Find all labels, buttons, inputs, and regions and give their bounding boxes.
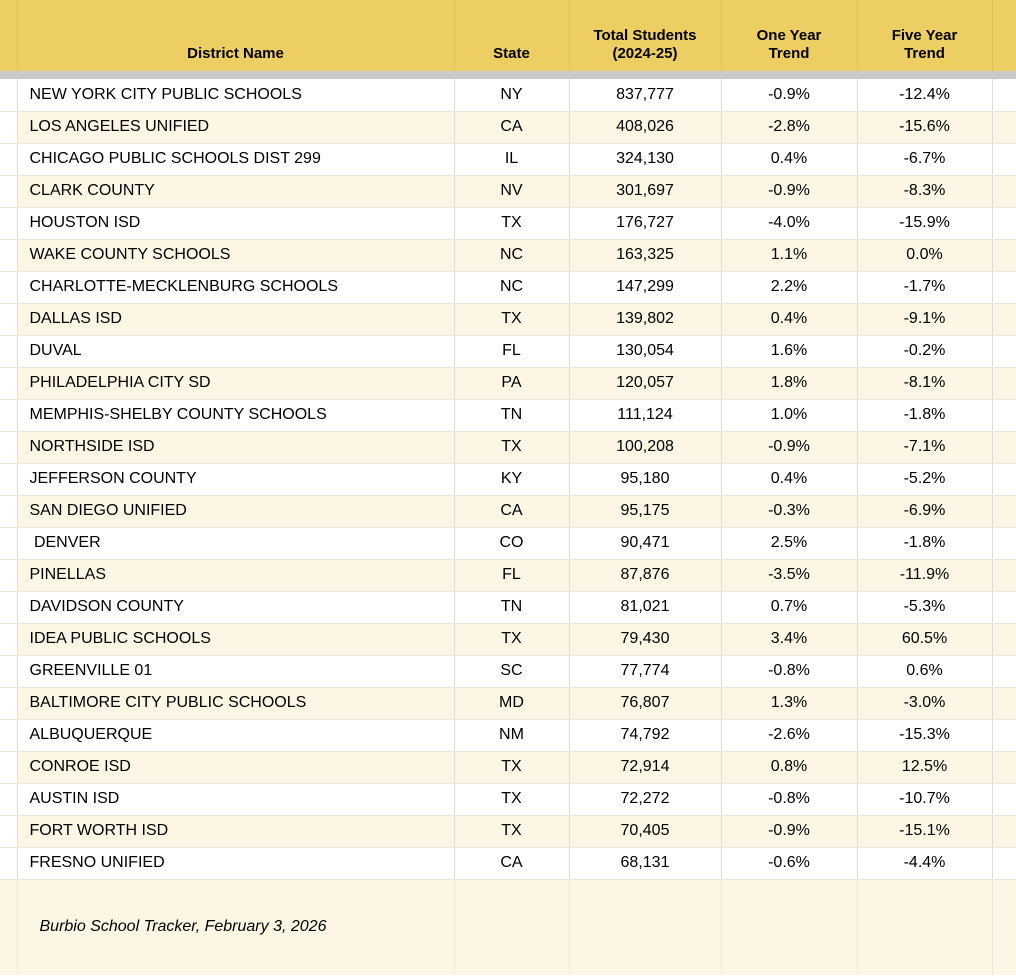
cell-total-students[interactable]: 72,914 bbox=[569, 751, 721, 783]
cell-total-students[interactable]: 100,208 bbox=[569, 431, 721, 463]
row-trailing-cell bbox=[992, 751, 1016, 783]
table-row[interactable] bbox=[0, 527, 1016, 559]
header-gutter-cell bbox=[0, 0, 17, 71]
source-note-row bbox=[0, 879, 1016, 975]
cell-state[interactable]: MD bbox=[454, 687, 569, 719]
row-trailing-cell bbox=[992, 623, 1016, 655]
row-trailing-cell bbox=[992, 175, 1016, 207]
row-trailing-cell bbox=[992, 239, 1016, 271]
column-header-one-year-trend[interactable] bbox=[721, 0, 857, 71]
cell-district-name[interactable]: FORT WORTH ISD bbox=[17, 815, 454, 847]
row-gutter-cell bbox=[0, 367, 17, 399]
cell-state[interactable]: KY bbox=[454, 463, 569, 495]
cell-total-students[interactable]: 176,727 bbox=[569, 207, 721, 239]
cell-one-year-trend[interactable]: 0.4% bbox=[721, 143, 857, 175]
column-header-one-year-trend-line2: Trend bbox=[768, 45, 810, 62]
cell-district-name[interactable]: PINELLAS bbox=[17, 559, 454, 591]
cell-five-year-trend[interactable]: -15.1% bbox=[857, 815, 992, 847]
cell-five-year-trend[interactable]: -5.3% bbox=[857, 591, 992, 623]
cell-district-name[interactable]: GREENVILLE 01 bbox=[17, 655, 454, 687]
cell-one-year-trend[interactable]: -2.6% bbox=[721, 719, 857, 751]
column-header-total-students-line1: Total Students bbox=[593, 27, 697, 44]
column-header-district-name-label: District Name bbox=[187, 45, 284, 62]
table-footer bbox=[0, 879, 1016, 975]
row-trailing-cell bbox=[992, 207, 1016, 239]
cell-district-name[interactable]: WAKE COUNTY SCHOOLS bbox=[17, 239, 454, 271]
row-trailing-cell bbox=[992, 495, 1016, 527]
cell-total-students[interactable]: 79,430 bbox=[569, 623, 721, 655]
table-row[interactable] bbox=[0, 207, 1016, 239]
cell-one-year-trend[interactable]: 0.8% bbox=[721, 751, 857, 783]
column-header-district-name[interactable] bbox=[17, 0, 454, 71]
table-row[interactable] bbox=[0, 815, 1016, 847]
cell-one-year-trend[interactable]: -0.9% bbox=[721, 175, 857, 207]
cell-state[interactable]: NC bbox=[454, 271, 569, 303]
cell-district-name[interactable]: LOS ANGELES UNIFIED bbox=[17, 111, 454, 143]
table-row[interactable] bbox=[0, 79, 1016, 111]
table-row[interactable] bbox=[0, 559, 1016, 591]
cell-five-year-trend[interactable]: -3.0% bbox=[857, 687, 992, 719]
row-gutter-cell bbox=[0, 111, 17, 143]
row-gutter-cell bbox=[0, 495, 17, 527]
cell-district-name[interactable]: MEMPHIS-SHELBY COUNTY SCHOOLS bbox=[17, 399, 454, 431]
cell-one-year-trend[interactable]: -0.9% bbox=[721, 815, 857, 847]
cell-five-year-trend[interactable]: -15.6% bbox=[857, 111, 992, 143]
cell-one-year-trend[interactable]: 0.4% bbox=[721, 303, 857, 335]
table-row[interactable] bbox=[0, 719, 1016, 751]
row-trailing-cell bbox=[992, 335, 1016, 367]
cell-district-name[interactable]: IDEA PUBLIC SCHOOLS bbox=[17, 623, 454, 655]
cell-state[interactable]: CO bbox=[454, 527, 569, 559]
row-gutter-cell bbox=[0, 751, 17, 783]
row-trailing-cell bbox=[992, 303, 1016, 335]
cell-state[interactable]: NM bbox=[454, 719, 569, 751]
cell-state[interactable]: TX bbox=[454, 431, 569, 463]
cell-five-year-trend[interactable]: -15.9% bbox=[857, 207, 992, 239]
footer-five-year-cell bbox=[857, 879, 992, 975]
cell-state[interactable]: SC bbox=[454, 655, 569, 687]
row-trailing-cell bbox=[992, 111, 1016, 143]
cell-one-year-trend[interactable]: -2.8% bbox=[721, 111, 857, 143]
row-gutter-cell bbox=[0, 783, 17, 815]
row-trailing-cell bbox=[992, 655, 1016, 687]
cell-total-students[interactable]: 139,802 bbox=[569, 303, 721, 335]
cell-one-year-trend[interactable]: 2.2% bbox=[721, 271, 857, 303]
cell-five-year-trend[interactable]: 0.6% bbox=[857, 655, 992, 687]
table-row[interactable] bbox=[0, 335, 1016, 367]
cell-five-year-trend[interactable]: 12.5% bbox=[857, 751, 992, 783]
cell-district-name[interactable]: DUVAL bbox=[17, 335, 454, 367]
separator-segment bbox=[454, 71, 569, 79]
cell-state[interactable]: NV bbox=[454, 175, 569, 207]
row-gutter-cell bbox=[0, 207, 17, 239]
table-row[interactable] bbox=[0, 431, 1016, 463]
row-gutter-cell bbox=[0, 591, 17, 623]
cell-one-year-trend[interactable]: -3.5% bbox=[721, 559, 857, 591]
source-note: Burbio School Tracker, February 3, 2026 bbox=[17, 879, 454, 975]
cell-district-name[interactable]: BALTIMORE CITY PUBLIC SCHOOLS bbox=[17, 687, 454, 719]
row-gutter-cell bbox=[0, 719, 17, 751]
column-header-state-label: State bbox=[493, 45, 530, 62]
cell-state[interactable]: FL bbox=[454, 335, 569, 367]
column-header-five-year-trend-line2: Trend bbox=[904, 45, 945, 62]
table-row[interactable] bbox=[0, 687, 1016, 719]
table-row[interactable] bbox=[0, 655, 1016, 687]
cell-one-year-trend[interactable]: -0.9% bbox=[721, 431, 857, 463]
row-gutter-cell bbox=[0, 79, 17, 111]
column-header-one-year-trend-line1: One Year bbox=[756, 27, 822, 44]
table-row[interactable] bbox=[0, 847, 1016, 879]
row-gutter-cell bbox=[0, 687, 17, 719]
cell-one-year-trend[interactable]: 1.3% bbox=[721, 687, 857, 719]
row-trailing-cell bbox=[992, 463, 1016, 495]
row-gutter-cell bbox=[0, 655, 17, 687]
cell-state[interactable]: NY bbox=[454, 79, 569, 111]
cell-five-year-trend[interactable]: -6.9% bbox=[857, 495, 992, 527]
row-trailing-cell bbox=[992, 431, 1016, 463]
table-row[interactable] bbox=[0, 751, 1016, 783]
cell-total-students[interactable]: 324,130 bbox=[569, 143, 721, 175]
row-trailing-cell bbox=[992, 783, 1016, 815]
cell-total-students[interactable]: 95,180 bbox=[569, 463, 721, 495]
cell-five-year-trend[interactable]: -5.2% bbox=[857, 463, 992, 495]
table-row[interactable] bbox=[0, 399, 1016, 431]
cell-district-name[interactable]: DENVER bbox=[17, 527, 454, 559]
cell-total-students[interactable]: 76,807 bbox=[569, 687, 721, 719]
cell-one-year-trend[interactable]: 1.0% bbox=[721, 399, 857, 431]
cell-five-year-trend[interactable]: -11.9% bbox=[857, 559, 992, 591]
column-header-total-students[interactable] bbox=[569, 0, 721, 71]
cell-state[interactable]: IL bbox=[454, 143, 569, 175]
header-trailing-cell bbox=[992, 0, 1016, 71]
table-row[interactable] bbox=[0, 495, 1016, 527]
table-row[interactable] bbox=[0, 303, 1016, 335]
row-gutter-cell bbox=[0, 399, 17, 431]
table-row[interactable] bbox=[0, 367, 1016, 399]
cell-one-year-trend[interactable]: 0.7% bbox=[721, 591, 857, 623]
cell-total-students[interactable]: 74,792 bbox=[569, 719, 721, 751]
table-body bbox=[0, 79, 1016, 879]
row-gutter-cell bbox=[0, 271, 17, 303]
footer-total-cell bbox=[569, 879, 721, 975]
header-separator-bar bbox=[0, 71, 1016, 79]
cell-district-name[interactable]: SAN DIEGO UNIFIED bbox=[17, 495, 454, 527]
cell-five-year-trend[interactable]: -1.8% bbox=[857, 399, 992, 431]
cell-state[interactable]: CA bbox=[454, 495, 569, 527]
row-trailing-cell bbox=[992, 815, 1016, 847]
cell-one-year-trend[interactable]: 3.4% bbox=[721, 623, 857, 655]
cell-five-year-trend[interactable]: 60.5% bbox=[857, 623, 992, 655]
cell-district-name[interactable]: CLARK COUNTY bbox=[17, 175, 454, 207]
cell-total-students[interactable]: 77,774 bbox=[569, 655, 721, 687]
cell-total-students[interactable]: 301,697 bbox=[569, 175, 721, 207]
cell-district-name[interactable]: FRESNO UNIFIED bbox=[17, 847, 454, 879]
cell-five-year-trend[interactable]: 0.0% bbox=[857, 239, 992, 271]
cell-district-name[interactable]: NEW YORK CITY PUBLIC SCHOOLS bbox=[17, 79, 454, 111]
cell-five-year-trend[interactable]: -8.3% bbox=[857, 175, 992, 207]
cell-district-name[interactable]: CHARLOTTE-MECKLENBURG SCHOOLS bbox=[17, 271, 454, 303]
row-trailing-cell bbox=[992, 79, 1016, 111]
cell-total-students[interactable]: 81,021 bbox=[569, 591, 721, 623]
cell-state[interactable]: CA bbox=[454, 111, 569, 143]
row-gutter-cell bbox=[0, 143, 17, 175]
cell-district-name[interactable]: PHILADELPHIA CITY SD bbox=[17, 367, 454, 399]
cell-district-name[interactable]: NORTHSIDE ISD bbox=[17, 431, 454, 463]
row-gutter-cell bbox=[0, 335, 17, 367]
row-gutter-cell bbox=[0, 303, 17, 335]
row-gutter-cell bbox=[0, 559, 17, 591]
cell-state[interactable]: TX bbox=[454, 783, 569, 815]
cell-state[interactable]: TX bbox=[454, 623, 569, 655]
cell-one-year-trend[interactable]: -0.3% bbox=[721, 495, 857, 527]
cell-total-students[interactable]: 147,299 bbox=[569, 271, 721, 303]
cell-one-year-trend[interactable]: 1.1% bbox=[721, 239, 857, 271]
cell-five-year-trend[interactable]: -15.3% bbox=[857, 719, 992, 751]
cell-five-year-trend[interactable]: -12.4% bbox=[857, 79, 992, 111]
cell-total-students[interactable]: 68,131 bbox=[569, 847, 721, 879]
column-header-state[interactable] bbox=[454, 0, 569, 71]
separator-segment bbox=[0, 71, 17, 79]
cell-one-year-trend[interactable]: -0.8% bbox=[721, 783, 857, 815]
cell-state[interactable]: CA bbox=[454, 847, 569, 879]
cell-district-name[interactable]: DAVIDSON COUNTY bbox=[17, 591, 454, 623]
cell-district-name[interactable]: AUSTIN ISD bbox=[17, 783, 454, 815]
cell-state[interactable]: TX bbox=[454, 207, 569, 239]
row-trailing-cell bbox=[992, 399, 1016, 431]
cell-total-students[interactable]: 70,405 bbox=[569, 815, 721, 847]
row-gutter-cell bbox=[0, 175, 17, 207]
row-trailing-cell bbox=[992, 367, 1016, 399]
footer-state-cell bbox=[454, 879, 569, 975]
cell-total-students[interactable]: 130,054 bbox=[569, 335, 721, 367]
cell-state[interactable]: TN bbox=[454, 591, 569, 623]
cell-district-name[interactable]: DALLAS ISD bbox=[17, 303, 454, 335]
footer-one-year-cell bbox=[721, 879, 857, 975]
row-gutter-cell bbox=[0, 847, 17, 879]
cell-total-students[interactable]: 111,124 bbox=[569, 399, 721, 431]
row-trailing-cell bbox=[992, 271, 1016, 303]
row-gutter-cell bbox=[0, 815, 17, 847]
footer-trailing-cell bbox=[992, 879, 1016, 975]
cell-five-year-trend[interactable]: -0.2% bbox=[857, 335, 992, 367]
row-gutter-cell bbox=[0, 239, 17, 271]
row-trailing-cell bbox=[992, 687, 1016, 719]
cell-total-students[interactable]: 408,026 bbox=[569, 111, 721, 143]
cell-one-year-trend[interactable]: 1.8% bbox=[721, 367, 857, 399]
cell-five-year-trend[interactable]: -9.1% bbox=[857, 303, 992, 335]
column-header-five-year-trend[interactable] bbox=[857, 0, 992, 71]
cell-district-name[interactable]: CONROE ISD bbox=[17, 751, 454, 783]
cell-total-students[interactable]: 837,777 bbox=[569, 79, 721, 111]
table-row[interactable] bbox=[0, 591, 1016, 623]
cell-district-name[interactable]: CHICAGO PUBLIC SCHOOLS DIST 299 bbox=[17, 143, 454, 175]
header-row bbox=[0, 0, 1016, 71]
row-gutter-cell bbox=[0, 527, 17, 559]
separator-segment bbox=[721, 71, 857, 79]
cell-one-year-trend[interactable]: -0.6% bbox=[721, 847, 857, 879]
table-row[interactable] bbox=[0, 175, 1016, 207]
cell-district-name[interactable]: ALBUQUERQUE bbox=[17, 719, 454, 751]
cell-total-students[interactable]: 163,325 bbox=[569, 239, 721, 271]
cell-total-students[interactable]: 87,876 bbox=[569, 559, 721, 591]
cell-one-year-trend[interactable]: -0.8% bbox=[721, 655, 857, 687]
cell-state[interactable]: PA bbox=[454, 367, 569, 399]
separator-segment bbox=[992, 71, 1016, 79]
cell-total-students[interactable]: 90,471 bbox=[569, 527, 721, 559]
row-gutter-cell bbox=[0, 431, 17, 463]
cell-state[interactable]: NC bbox=[454, 239, 569, 271]
cell-five-year-trend[interactable]: -7.1% bbox=[857, 431, 992, 463]
cell-five-year-trend[interactable]: -10.7% bbox=[857, 783, 992, 815]
cell-five-year-trend[interactable]: -4.4% bbox=[857, 847, 992, 879]
row-trailing-cell bbox=[992, 143, 1016, 175]
row-gutter-cell bbox=[0, 463, 17, 495]
cell-five-year-trend[interactable]: -1.7% bbox=[857, 271, 992, 303]
table-row[interactable] bbox=[0, 271, 1016, 303]
row-gutter-cell bbox=[0, 623, 17, 655]
table-row[interactable] bbox=[0, 783, 1016, 815]
separator-segment bbox=[569, 71, 721, 79]
table-row[interactable] bbox=[0, 623, 1016, 655]
cell-district-name[interactable]: JEFFERSON COUNTY bbox=[17, 463, 454, 495]
row-trailing-cell bbox=[992, 847, 1016, 879]
table-header bbox=[0, 0, 1016, 79]
table-row[interactable] bbox=[0, 143, 1016, 175]
cell-total-students[interactable]: 72,272 bbox=[569, 783, 721, 815]
row-trailing-cell bbox=[992, 527, 1016, 559]
cell-total-students[interactable]: 95,175 bbox=[569, 495, 721, 527]
cell-state[interactable]: TX bbox=[454, 303, 569, 335]
cell-state[interactable]: FL bbox=[454, 559, 569, 591]
cell-state[interactable]: TN bbox=[454, 399, 569, 431]
cell-state[interactable]: TX bbox=[454, 815, 569, 847]
row-trailing-cell bbox=[992, 719, 1016, 751]
cell-five-year-trend[interactable]: -8.1% bbox=[857, 367, 992, 399]
row-trailing-cell bbox=[992, 591, 1016, 623]
cell-one-year-trend[interactable]: 2.5% bbox=[721, 527, 857, 559]
cell-one-year-trend[interactable]: -4.0% bbox=[721, 207, 857, 239]
column-header-five-year-trend-line1: Five Year bbox=[891, 27, 958, 44]
table-row[interactable] bbox=[0, 239, 1016, 271]
cell-five-year-trend[interactable]: -1.8% bbox=[857, 527, 992, 559]
table-row[interactable] bbox=[0, 111, 1016, 143]
cell-one-year-trend[interactable]: -0.9% bbox=[721, 79, 857, 111]
footer-gutter-cell bbox=[0, 879, 17, 975]
cell-five-year-trend[interactable]: -6.7% bbox=[857, 143, 992, 175]
cell-district-name[interactable]: HOUSTON ISD bbox=[17, 207, 454, 239]
cell-state[interactable]: TX bbox=[454, 751, 569, 783]
column-header-total-students-line2: (2024-25) bbox=[612, 45, 678, 62]
cell-one-year-trend[interactable]: 1.6% bbox=[721, 335, 857, 367]
table-row[interactable] bbox=[0, 463, 1016, 495]
row-trailing-cell bbox=[992, 559, 1016, 591]
cell-one-year-trend[interactable]: 0.4% bbox=[721, 463, 857, 495]
cell-total-students[interactable]: 120,057 bbox=[569, 367, 721, 399]
separator-segment bbox=[857, 71, 992, 79]
separator-segment bbox=[17, 71, 454, 79]
